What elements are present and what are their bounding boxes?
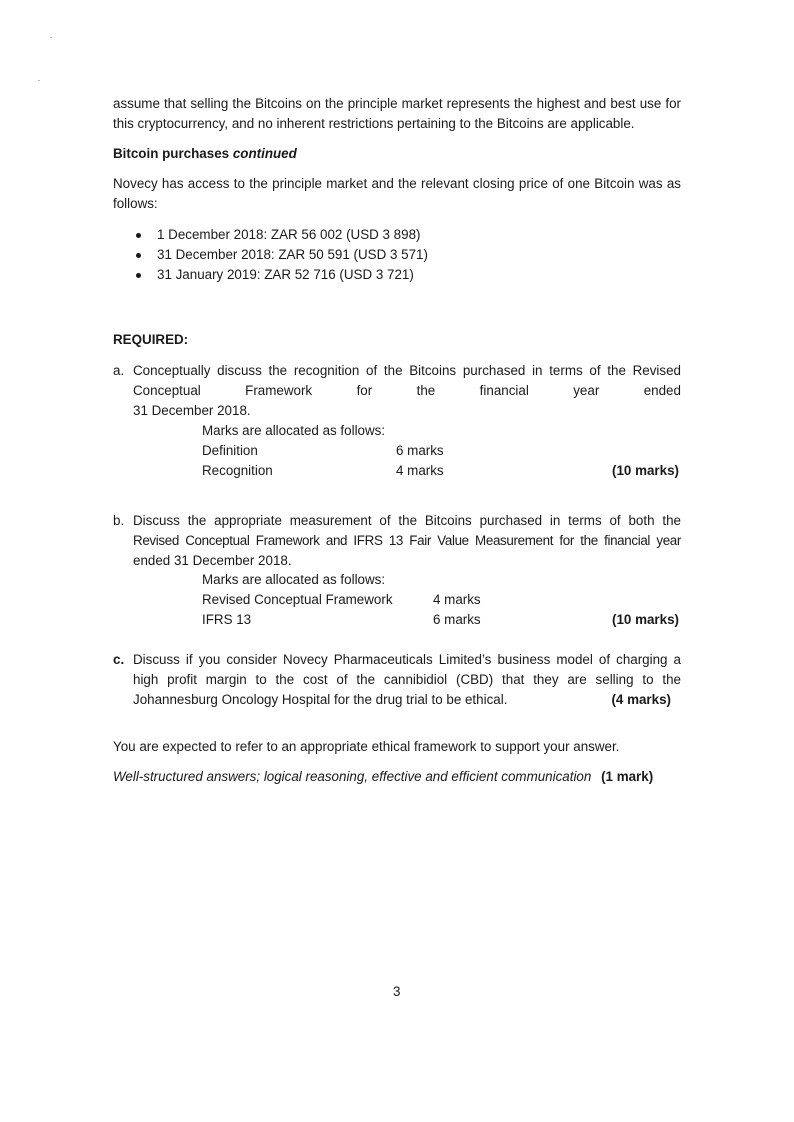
- scan-speck: [38, 80, 40, 81]
- heading-bold: Bitcoin purchases: [113, 146, 230, 161]
- question-b-alloc: Marks are allocated as follows:: [202, 572, 386, 587]
- bullet-icon: [136, 273, 141, 278]
- word: year: [573, 383, 600, 398]
- question-b-item-label: Revised Conceptual Framework: [202, 592, 393, 607]
- question-b-item-label: IFRS 13: [202, 612, 252, 627]
- ethics-note: You are expected to refer to an appropriate ethical framework to support your answer.: [113, 739, 620, 754]
- scan-speck: [50, 37, 52, 38]
- bullet-item: 1 December 2018: ZAR 56 002 (USD 3 898): [157, 227, 421, 242]
- question-b-item-marks: 4 marks: [433, 592, 481, 607]
- question-b-letter: b.: [113, 513, 125, 528]
- word: financial: [479, 383, 529, 398]
- question-a-item-label: Recognition: [202, 463, 273, 478]
- question-a-alloc: Marks are allocated as follows:: [202, 423, 386, 438]
- question-a-letter: a.: [113, 363, 125, 378]
- question-c-total: (4 marks): [611, 692, 671, 707]
- bullet-item: 31 December 2018: ZAR 50 591 (USD 3 571): [157, 247, 428, 262]
- question-a-total: (10 marks): [612, 463, 679, 478]
- section-heading: [113, 144, 297, 164]
- intro-paragraph: assume that selling the Bitcoins on the principle market represents the highest and best use for this cryptocurrency, and no inherent restrictions pertaining to the Bitcoins are applicable.: [113, 96, 681, 131]
- question-a-item-label: Definition: [202, 443, 258, 458]
- question-b-text: Revised Conceptual Framework and IFRS 13 Fair Value Measurement for the financial year: [133, 533, 681, 548]
- question-a-line2: [133, 381, 681, 401]
- question-b-text: Discuss the appropriate measurement of the Bitcoins purchased in terms of both the: [133, 513, 681, 528]
- bullet-icon: [136, 233, 141, 238]
- presentation-text: Well-structured answers; logical reasoning, effective and efficient communication: [113, 769, 592, 784]
- question-c-text: high profit margin to the cost of the cannibidiol (CBD) that they are selling to the: [133, 672, 681, 687]
- presentation-marks: (1 mark): [601, 769, 654, 784]
- question-a-item-marks: 6 marks: [396, 443, 444, 458]
- required-heading: REQUIRED:: [113, 332, 189, 347]
- question-b-item-marks: 6 marks: [433, 612, 481, 627]
- word: Framework: [245, 383, 313, 398]
- question-c-letter: c.: [113, 652, 125, 667]
- question-b-line1: [133, 511, 681, 531]
- word: for: [356, 383, 373, 398]
- question-b-total: (10 marks): [612, 612, 679, 627]
- question-c-line3: Johannesburg Oncology Hospital for the drug trial to be ethical.: [133, 692, 508, 707]
- presentation-line: [113, 767, 653, 787]
- word: Conceptual: [133, 383, 201, 398]
- question-c-line2: [133, 670, 681, 690]
- question-b-line2: [133, 531, 681, 551]
- question-a-item-marks: 4 marks: [396, 463, 444, 478]
- question-a-line1: [133, 361, 681, 381]
- question-a-line3: 31 December 2018.: [133, 403, 251, 418]
- question-c-text: Discuss if you consider Novecy Pharmaceuticals Limited’s business model of charging a: [133, 652, 681, 667]
- heading-italic: continued: [232, 146, 297, 161]
- question-c-line1: [133, 650, 681, 670]
- word: ended: [643, 383, 681, 398]
- question-b-line3: ended 31 December 2018.: [133, 553, 292, 568]
- bullet-item: 31 January 2019: ZAR 52 716 (USD 3 721): [157, 267, 414, 282]
- market-paragraph: Novecy has access to the principle market and the relevant closing price of one Bitcoin was as follows:: [113, 176, 681, 211]
- bullet-icon: [136, 253, 141, 258]
- word: the: [416, 383, 436, 398]
- page-number: 3: [393, 984, 401, 999]
- question-a-text: Conceptually discuss the recognition of the Bitcoins purchased in terms of the Revised: [133, 363, 681, 378]
